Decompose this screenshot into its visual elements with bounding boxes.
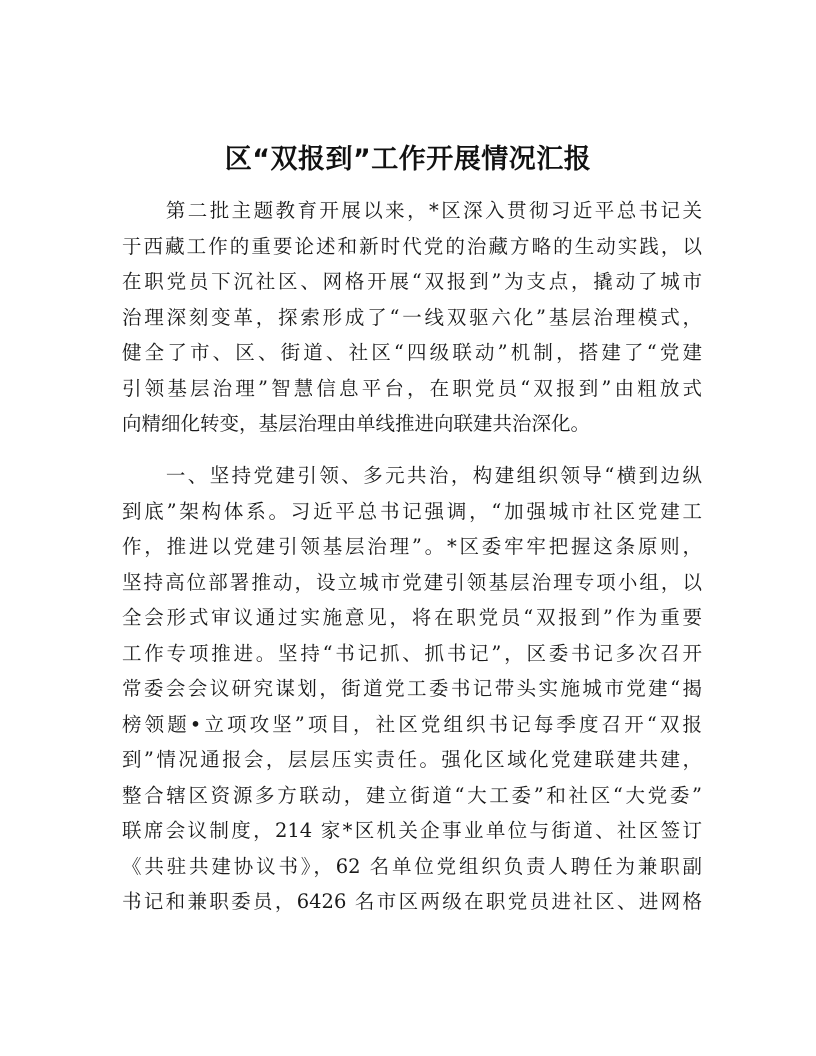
text-line: 到底”架构体系。习近平总书记强调，“加强城市社区党建工 — [122, 499, 702, 523]
text-line: 治理深刻变革，探索形成了“一线双驱六化”基层治理模式， — [122, 305, 702, 329]
text-line: 向精细化转变，基层治理由单线推进向联建共治深化。 — [122, 412, 591, 435]
text-line: 引领基层治理”智慧信息平台，在职党员“双报到”由粗放式 — [122, 376, 702, 400]
document-title: 区“双报到”工作开展情况汇报 — [224, 144, 592, 175]
text-line: 在职党员下沉社区、网格开展“双报到”为支点，撬动了城市 — [122, 270, 702, 293]
text-line: 整合辖区资源多方联动，建立街道“大工委”和社区“大党委” — [122, 783, 702, 807]
text-line: 到”情况通报会，层层压实责任。强化区域化党建联建共建， — [122, 748, 702, 771]
text-line: 书记和兼职委员，6426 名市区两级在职党员进社区、进网格 — [122, 890, 702, 913]
paragraph-section-one — [122, 458, 702, 920]
text-line: 全会形式审议通过实施意见，将在职党员“双报到”作为重要 — [122, 606, 702, 629]
paragraph-intro — [122, 193, 702, 442]
text-line: 《共驻共建协议书》，62 名单位党组织负责人聘任为兼职副 — [122, 854, 702, 878]
text-line: 第二批主题教育开展以来，*区深入贯彻习近平总书记关 — [122, 199, 702, 222]
text-line: 榜领题•立项攻坚”项目，社区党组织书记每季度召开“双报 — [122, 712, 702, 736]
text-line: 工作专项推进。坚持“书记抓、抓书记”，区委书记多次召开 — [122, 641, 702, 665]
text-line: 联席会议制度，214 家*区机关企事业单位与街道、社区签订 — [122, 819, 702, 842]
text-line: 健全了市、区、街道、社区“四级联动”机制，搭建了“党建 — [122, 341, 702, 364]
text-line: 作，推进以党建引领基层治理”。*区委牢牢把握这条原则， — [122, 535, 702, 558]
text-line: 常委会会议研究谋划，街道党工委书记带头实施城市党建“揭 — [122, 677, 702, 700]
text-line: 一、坚持党建引领、多元共治，构建组织领导“横到边纵 — [122, 464, 702, 487]
text-line: 于西藏工作的重要论述和新时代党的治藏方略的生动实践，以 — [122, 234, 702, 258]
text-line: 坚持高位部署推动，设立城市党建引领基层治理专项小组，以 — [122, 570, 702, 594]
